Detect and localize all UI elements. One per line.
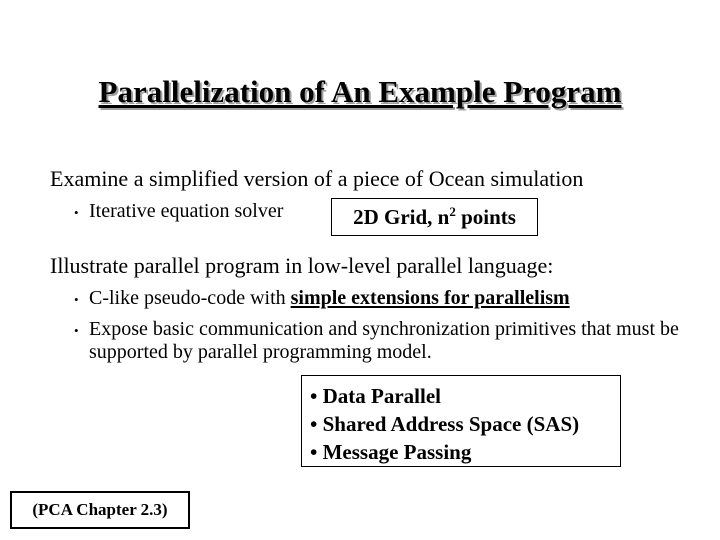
section-heading-illustrate: Illustrate parallel program in low-level parallel language: bbox=[50, 253, 554, 278]
model-shared-address-space: • Shared Address Space (SAS) bbox=[310, 412, 580, 436]
model-data-parallel: • Data Parallel bbox=[310, 384, 441, 408]
bullet-communication-primitives: Expose basic communication and synchronization primitives that must be supported by parallel programming model. bbox=[89, 318, 679, 363]
grid-callout-text: 2D Grid, n bbox=[353, 205, 450, 229]
bullet-dot: • bbox=[74, 205, 79, 220]
bullet-pseudo-code bbox=[89, 287, 570, 310]
bullet-pseudo-code-text: C-like pseudo-code with bbox=[89, 287, 291, 309]
slide-title: Parallelization of An Example Program bbox=[98, 74, 622, 109]
programming-models-box bbox=[301, 375, 621, 467]
bullet-dot: • bbox=[74, 292, 79, 307]
reference-box: (PCA Chapter 2.3) bbox=[10, 491, 190, 529]
bullet-pseudo-code-emphasis: simple extensions for parallelism bbox=[290, 287, 570, 309]
bullet-dot: • bbox=[74, 323, 79, 338]
model-message-passing: • Message Passing bbox=[310, 440, 472, 464]
grid-callout-box bbox=[331, 198, 538, 236]
section-heading-ocean: Examine a simplified version of a piece of Ocean simulation bbox=[50, 166, 584, 191]
grid-callout-exponent: 2 bbox=[449, 204, 456, 219]
grid-callout-suffix: points bbox=[455, 205, 516, 229]
bullet-iterative-solver: Iterative equation solver bbox=[89, 200, 284, 222]
